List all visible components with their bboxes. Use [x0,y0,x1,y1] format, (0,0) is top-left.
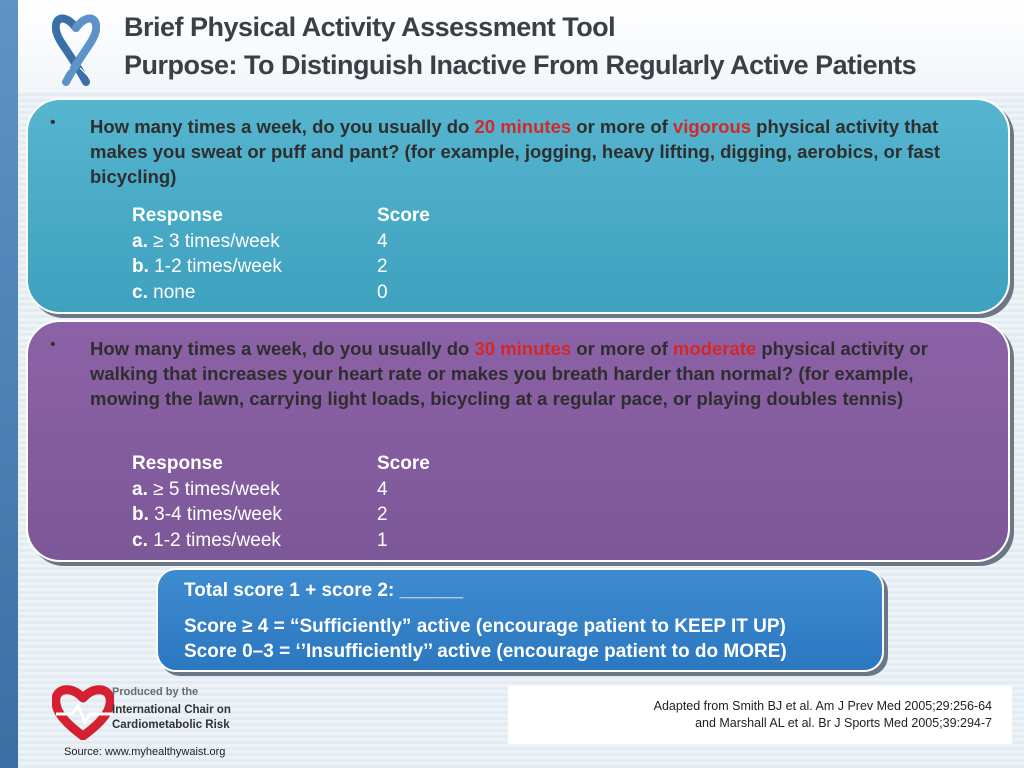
response-header: Response [132,205,223,226]
question-text: or more of [571,116,673,137]
bullet: • [50,336,56,353]
option-label: 1-2 times/week [148,256,282,277]
response-table [132,203,430,305]
question-text: physical activity or walking that increases your heart rate or makes you breath harder than normal? (for example, mowing the lawn, carrying light loads, bicycling at a regular pace, or playing doubles tennis) [90,338,928,409]
question-text: How many times a week, do you usually do [90,338,475,359]
option-score: 2 [377,504,388,525]
highlight-duration: 30 minutes [474,338,572,359]
response-option [132,280,377,306]
option-letter: c. [132,281,148,303]
response-option [132,229,377,255]
response-option [132,477,377,503]
option-score: 2 [377,256,388,277]
option-letter: a. [132,230,148,252]
option-label: ≥ 3 times/week [147,230,280,252]
response-option [132,502,377,528]
option-label: none [147,281,196,303]
awareness-ribbon-icon [52,6,100,86]
sufficient-rule: Score ≥ 4 = “Sufficiently” active (encourage patient to KEEP IT UP) [184,616,786,637]
source-link: Source: www.myhealthywaist.org [64,746,226,758]
insufficient-rule: Score 0–3 = ‘’Insufficiently’’ active (encourage patient to do MORE) [184,641,787,662]
total-score-line: Total score 1 + score 2: ______ [184,580,464,601]
logo-org-name-2: Cardiometabolic Risk [112,719,230,731]
response-row [132,229,430,255]
option-letter: b. [132,256,149,277]
response-option [132,254,377,280]
option-letter: b. [132,504,149,525]
citation-box [508,686,1012,744]
option-letter: c. [132,529,148,551]
option-label: ≥ 5 times/week [147,478,280,500]
option-label: 3-4 times/week [148,504,282,525]
logo-org-name-1: International Chair on [112,704,231,716]
highlight-intensity: vigorous [672,116,752,137]
left-accent-stripe [0,0,18,768]
page-subtitle: Purpose: To Distinguish Inactive From Regularly Active Patients [124,50,917,80]
question-text: physical activity that makes you sweat or puff and pant? (for example, jogging, heavy lifting, digging, aerobics, or fast bicycling) [90,116,941,187]
response-row [132,280,430,306]
page-title: Brief Physical Activity Assessment Tool [124,12,616,42]
citation-line: Adapted from Smith BJ et al. Am J Prev Med 2005;29:256-64 [653,699,992,713]
question-vigorous [90,114,988,189]
highlight-intensity: moderate [672,338,757,359]
option-letter: a. [132,478,148,500]
question-text: How many times a week, do you usually do [90,116,475,137]
citation-line: and Marshall AL et al. Br J Sports Med 2005;39:294-7 [695,716,992,730]
response-header-row [132,203,430,229]
option-label: 1-2 times/week [147,529,281,551]
option-score: 4 [377,230,388,252]
question-text: or more of [571,338,673,359]
response-row [132,477,430,503]
response-option [132,528,377,554]
total-score-box [156,568,884,672]
vigorous-activity-panel [26,98,1010,314]
response-header: Response [132,453,223,474]
highlight-duration: 20 minutes [474,116,572,137]
response-row [132,254,430,280]
score-header: Score [377,453,430,474]
heart-logo-icon [52,684,114,740]
option-score: 4 [377,478,388,500]
option-score: 1 [377,529,388,551]
option-score: 0 [377,281,388,303]
score-header: Score [377,205,430,226]
moderate-activity-panel [26,320,1010,562]
organization-logo [52,684,252,744]
response-table [132,451,430,553]
bullet: • [50,114,56,131]
question-moderate [90,336,988,411]
response-header-row [132,451,430,477]
logo-produced-by: Produced by the [112,686,199,698]
response-row [132,528,430,554]
response-row [132,502,430,528]
